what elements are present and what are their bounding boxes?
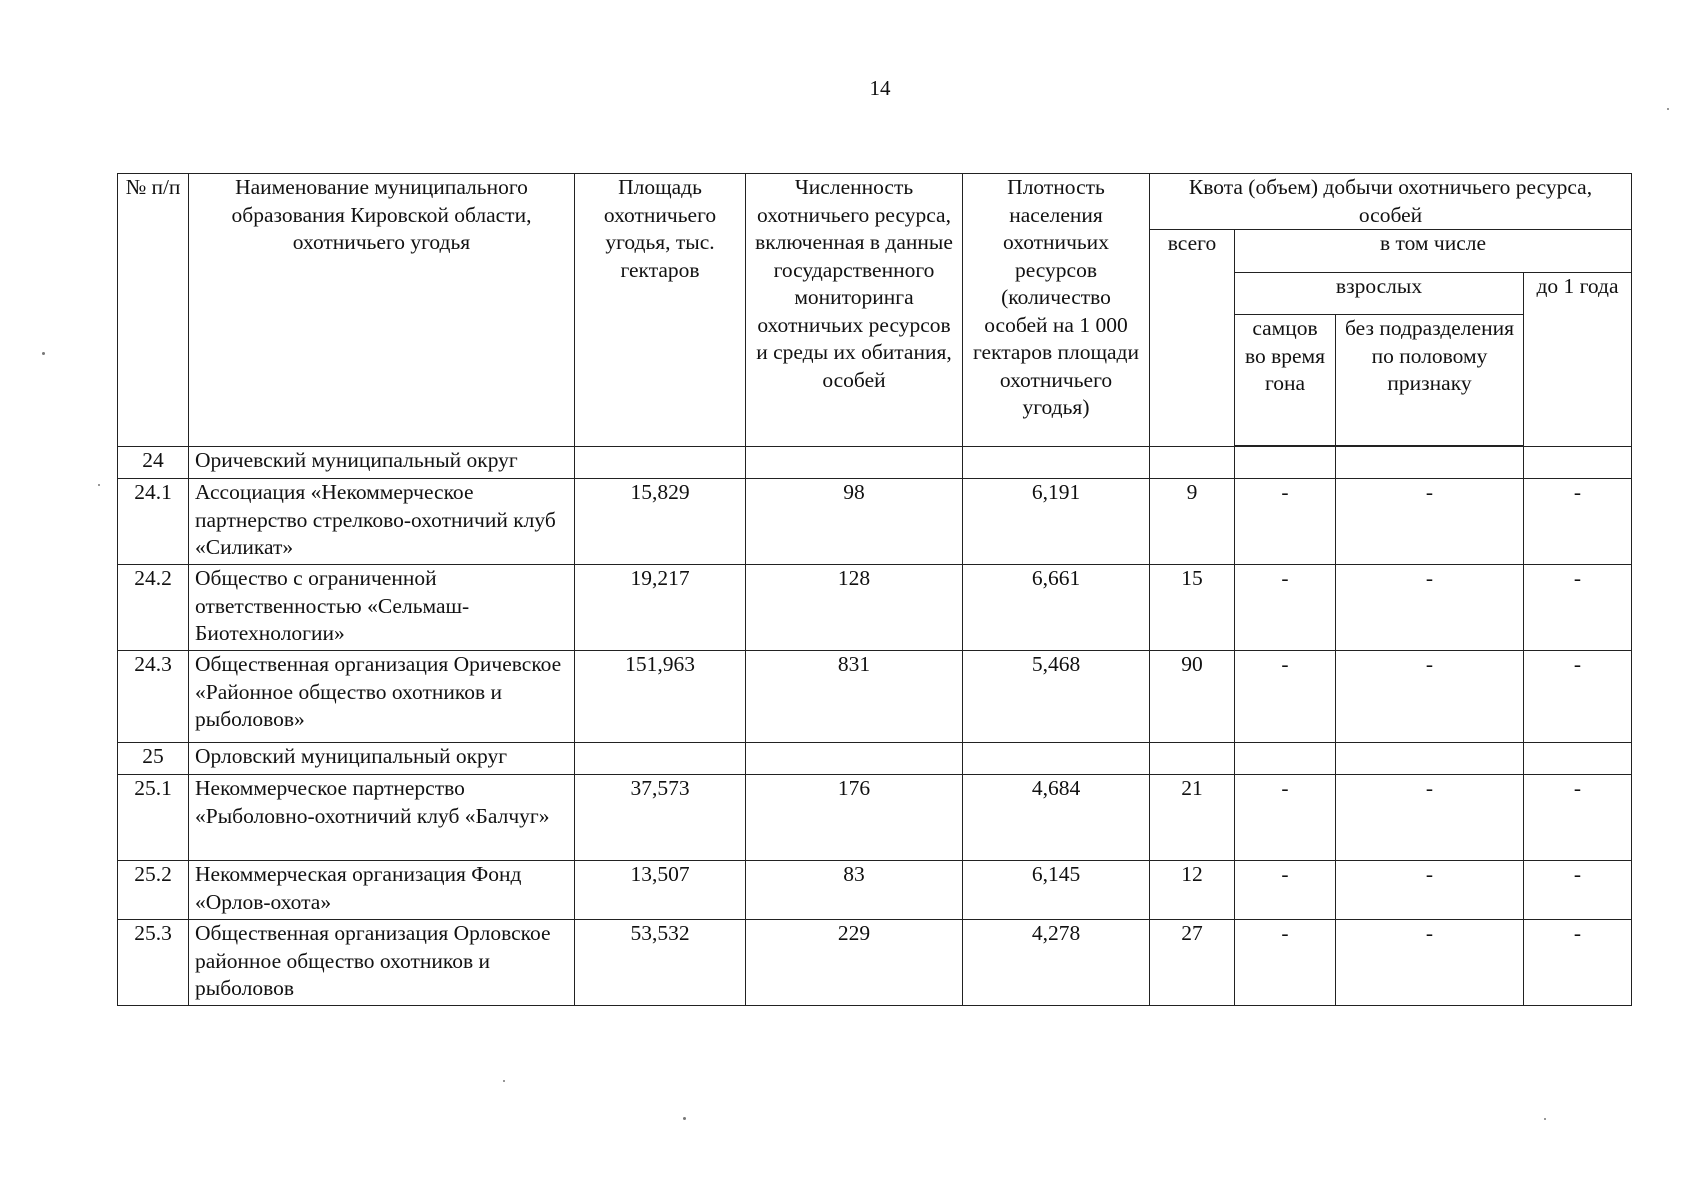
row-num: 25.2 [118,861,189,920]
males-value: - [1235,479,1336,565]
header-area: Площадь охотничьего угодья, тыс. гектаров [575,174,746,447]
quota-total-value: 9 [1150,479,1235,565]
header-name: Наименование муниципального образования Кировской области, охотничьего угодья [189,174,575,447]
section-row-25 [118,743,1632,775]
area-value: 13,507 [575,861,746,920]
area-value: 19,217 [575,565,746,651]
row-num: 24.2 [118,565,189,651]
density-value: 5,468 [963,651,1150,743]
quota-total-value: 90 [1150,651,1235,743]
row-num: 24 [118,447,189,479]
scan-speck [503,1080,505,1082]
population-value: 128 [746,565,963,651]
table-row [118,775,1632,861]
density-value: 6,145 [963,861,1150,920]
no-division-value: - [1336,920,1524,1006]
area-value: 53,532 [575,920,746,1006]
males-value: - [1235,861,1336,920]
males-value: - [1235,651,1336,743]
hunting-quota-table [117,173,1632,1006]
scan-speck [1667,108,1669,110]
section-row-24 [118,447,1632,479]
header-quota: Квота (объем) добычи охотничьего ресурса, особей [1150,174,1632,230]
density-value: 6,191 [963,479,1150,565]
males-value: - [1235,565,1336,651]
header-total: всего [1150,230,1235,447]
header-including: в том числе [1235,230,1632,273]
section-name: Орловский муниципальный округ [189,743,575,775]
no-division-value: - [1336,861,1524,920]
no-division-value: - [1336,651,1524,743]
header-males-rut: самцов во время гона [1235,315,1336,446]
hunting-ground-name: Общественная организация Оричевское «Районное общество охотников и рыболовов» [189,651,575,743]
table-row [118,861,1632,920]
no-division-value: - [1336,775,1524,861]
young-value: - [1524,920,1632,1006]
density-value: 4,684 [963,775,1150,861]
table-row [118,479,1632,565]
males-value: - [1235,775,1336,861]
row-num: 25.3 [118,920,189,1006]
scan-speck [683,1117,686,1120]
young-value: - [1524,479,1632,565]
quota-total-value: 12 [1150,861,1235,920]
population-value: 83 [746,861,963,920]
population-value: 831 [746,651,963,743]
young-value: - [1524,861,1632,920]
young-value: - [1524,651,1632,743]
header-population: Численность охотничьего ресурса, включенная в данные государственного мониторинга охотничьих ресурсов и среды их обитания, особей [746,174,963,447]
table-row [118,651,1632,743]
header-no-sex-division: без подразделения по половому признаку [1336,315,1524,446]
population-value: 176 [746,775,963,861]
header-under-one: до 1 года [1524,273,1632,447]
scan-speck [1544,1118,1546,1120]
hunting-ground-name: Некоммерческая организация Фонд «Орлов-охота» [189,861,575,920]
no-division-value: - [1336,479,1524,565]
row-num: 24.3 [118,651,189,743]
density-value: 6,661 [963,565,1150,651]
hunting-ground-name: Ассоциация «Некоммерческое партнерство стрелково-охотничий клуб «Силикат» [189,479,575,565]
hunting-ground-name: Некоммерческое партнерство «Рыболовно-охотничий клуб «Балчуг» [189,775,575,861]
hunting-ground-name: Общественная организация Орловское районное общество охотников и рыболовов [189,920,575,1006]
population-value: 229 [746,920,963,1006]
scan-speck [42,352,45,355]
males-value: - [1235,920,1336,1006]
population-value: 98 [746,479,963,565]
density-value: 4,278 [963,920,1150,1006]
row-num: 24.1 [118,479,189,565]
row-num: 25.1 [118,775,189,861]
quota-total-value: 21 [1150,775,1235,861]
table-row [118,920,1632,1006]
table-row [118,565,1632,651]
section-name: Оричевский муниципальный округ [189,447,575,479]
page-number: 14 [869,76,891,100]
hunting-ground-name: Общество с ограниченной ответственностью «Сельмаш-Биотехнологии» [189,565,575,651]
area-value: 151,963 [575,651,746,743]
header-density: Плотность населения охотничьих ресурсов (количество особей на 1 000 гектаров площади охотничьего угодья) [963,174,1150,447]
header-adults: взрослых [1235,273,1524,315]
header-num: № п/п [118,174,189,447]
no-division-value: - [1336,565,1524,651]
young-value: - [1524,775,1632,861]
area-value: 37,573 [575,775,746,861]
young-value: - [1524,565,1632,651]
row-num: 25 [118,743,189,775]
area-value: 15,829 [575,479,746,565]
quota-total-value: 27 [1150,920,1235,1006]
quota-total-value: 15 [1150,565,1235,651]
scan-speck [98,484,100,486]
